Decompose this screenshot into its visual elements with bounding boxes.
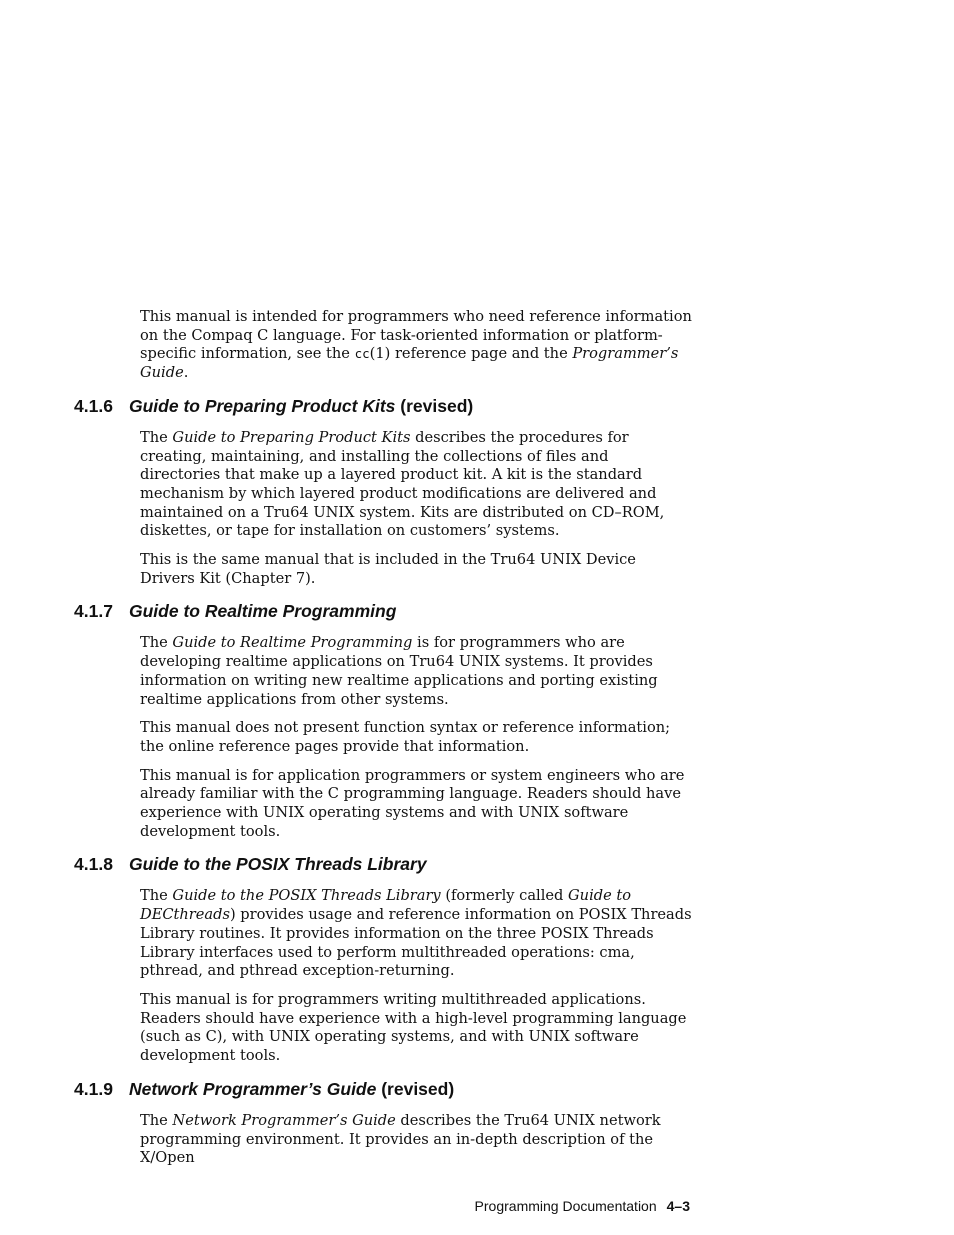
book-title: Guide to Preparing Product Kits xyxy=(172,428,411,446)
book-title: Guide to the POSIX Threads Library xyxy=(172,887,441,905)
text: This manual is intended for programmers who need reference information on the Compaq C language. For task-oriented information or platform-specific information, see the xyxy=(140,308,692,363)
section-heading-4-1-6 xyxy=(74,395,694,417)
section-suffix: (revised) xyxy=(395,395,474,416)
section-number: 4.1.6 xyxy=(74,395,113,416)
section-heading-4-1-9 xyxy=(74,1078,694,1100)
section-title: Guide to Realtime Programming xyxy=(129,601,397,622)
command-name: cc xyxy=(354,346,370,362)
section-heading-4-1-8 xyxy=(74,853,694,875)
paragraph xyxy=(140,429,692,541)
section-title: Guide to the POSIX Threads Library xyxy=(129,854,427,875)
section-number: 4.1.7 xyxy=(74,601,113,622)
paragraph: This manual is for programmers writing multithreaded applications. Readers should have experience with a high-level programming language (such as C), with UNIX operating systems, and with UNIX software development tools. xyxy=(140,990,687,1065)
text: ) provides usage and reference information on POSIX Threads Library routines. It provides information on the three POSIX Threads Library interfaces used to perform multithreaded operations: cma, pthread, and pthread exception-returning. xyxy=(140,906,692,980)
text: The xyxy=(140,428,173,446)
section-heading-4-1-7 xyxy=(74,600,694,622)
section-number: 4.1.8 xyxy=(74,854,113,875)
page-footer xyxy=(470,1198,690,1214)
section-suffix: (revised) xyxy=(376,1078,455,1099)
text: reference page and the xyxy=(390,345,573,363)
paragraph: This manual does not present function syntax or reference information; the online reference pages provide that information. xyxy=(140,719,671,755)
section-title: Network Programmer’s Guide xyxy=(129,1078,377,1099)
book-title: Network Programmer’s Guide xyxy=(172,1111,396,1129)
paragraph xyxy=(140,887,692,981)
book-title: Guide to Realtime Programming xyxy=(172,634,413,652)
text: The xyxy=(140,1111,173,1129)
paragraph: This is the same manual that is included in the Tru64 UNIX Device Drivers Kit (Chapter 7). xyxy=(140,551,636,587)
intro-paragraph xyxy=(140,308,692,383)
page-number: 4–3 xyxy=(666,1198,690,1214)
text: . xyxy=(183,364,189,382)
paragraph: This manual is for application programmers or system engineers who are already familiar with the C programming language. Readers should have experience with UNIX operating systems and with UNIX software development tools. xyxy=(140,766,685,840)
book-title: Guide to DECthreads xyxy=(140,887,632,924)
text: describes the procedures for creating, maintaining, and installing the collections of files and directories that make up a layered product kit. A kit is the standard mechanism by which layered product modifications are delivered and maintained on a Tru64 UNIX system. Kits are distributed on CD–ROM, diskettes, or tape for installation on customers’ systems. xyxy=(140,428,665,540)
book-title: Programmer’s Guide xyxy=(140,345,679,382)
section-title: Guide to Preparing Product Kits xyxy=(129,395,396,416)
text: is for programmers who are developing realtime applications on Tru64 UNIX systems. It provides information on writing new realtime applications and porting existing realtime applications from other systems. xyxy=(140,634,658,708)
text: describes the Tru64 UNIX network programming environment. It provides an in-depth description of the X/Open xyxy=(140,1111,661,1167)
paragraph xyxy=(140,1112,692,1168)
section-number: 4.1.9 xyxy=(74,1078,113,1099)
page-content xyxy=(74,308,694,1178)
text: (formerly called xyxy=(440,887,569,905)
footer-section-name: Programming Documentation xyxy=(474,1198,657,1214)
paragraph xyxy=(140,634,692,709)
man-section: (1) xyxy=(369,345,391,363)
text: The xyxy=(140,634,173,652)
text: The xyxy=(140,887,173,905)
